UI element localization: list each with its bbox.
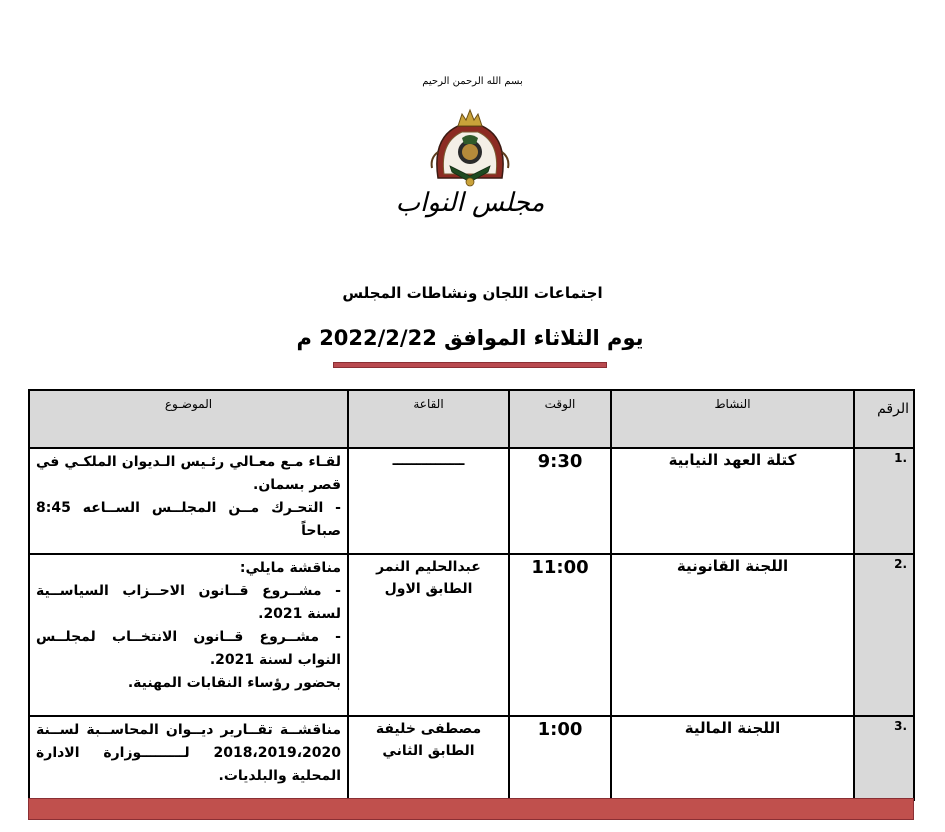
hall-line: عبدالحليم النمر — [376, 559, 481, 575]
title-underline — [333, 362, 607, 368]
topic-line: بحضور رؤساء النقابات المهنية. — [127, 675, 341, 692]
row-activity: اللجنة القانونية — [611, 554, 854, 716]
topic-line: لقـاء مـع معـالي رئـيس الـديوان الملكـي في قصر بسمان. — [36, 454, 341, 494]
hall-line: مصطفى خليفة — [375, 721, 482, 737]
table-row — [29, 554, 914, 716]
hall-line: الطابق الاول — [384, 580, 473, 597]
topic-line: مناقشة مايلي: — [239, 560, 341, 576]
row-number: .2 — [854, 554, 914, 716]
row-number: .3 — [854, 716, 914, 800]
row-activity: اللجنة المالية — [611, 716, 854, 800]
row-time: 1:00 — [509, 716, 611, 800]
basmala-text: بسم الله الرحمن الرحيم — [422, 76, 523, 87]
header-num: الرقم — [854, 390, 914, 448]
page-subtitle: اجتماعات اللجان ونشاطات المجلس — [342, 284, 603, 302]
row-time: 9:30 — [509, 448, 611, 554]
topic-line: مناقشــة تقــارير ديــوان المحاســبة لســنة 2018،2019،2020 لـــــــــوزارة الادارة المحلية والبلديات. — [36, 722, 341, 785]
topic-line: - مشــروع قــانون الاحــزاب السياســية لسنة 2021. — [36, 583, 341, 623]
header-topic: الموضـوع — [29, 390, 348, 448]
page-title: يوم الثلاثاء الموافق 2022/2/22 م — [296, 326, 644, 350]
table-header-row — [29, 390, 914, 448]
header-activity: النشاط — [611, 390, 854, 448]
council-logo-text: مجلس النواب — [395, 188, 545, 218]
row-topic — [29, 554, 348, 716]
footer-bar — [28, 798, 914, 820]
row-topic — [29, 716, 348, 800]
hall-line: ـــــــــــــــ — [392, 453, 465, 469]
row-hall — [348, 448, 509, 554]
schedule-table — [28, 389, 915, 801]
row-hall — [348, 716, 509, 800]
topic-line: - التحـرك مــن المجلــس الســاعه 8:45 صباحاً — [36, 500, 341, 540]
row-activity: كتلة العهد النيابية — [611, 448, 854, 554]
royal-crest-icon — [428, 108, 512, 190]
table-row — [29, 448, 914, 554]
header-time: الوقت — [509, 390, 611, 448]
hall-line: الطابق الثاني — [382, 742, 475, 759]
row-time: 11:00 — [509, 554, 611, 716]
row-topic — [29, 448, 348, 554]
row-number: .1 — [854, 448, 914, 554]
header-hall: القاعة — [348, 390, 509, 448]
row-hall — [348, 554, 509, 716]
table-row — [29, 716, 914, 800]
topic-line: - مشــروع قــانون الانتخــاب لمجلــس النواب لسنة 2021. — [36, 629, 341, 669]
